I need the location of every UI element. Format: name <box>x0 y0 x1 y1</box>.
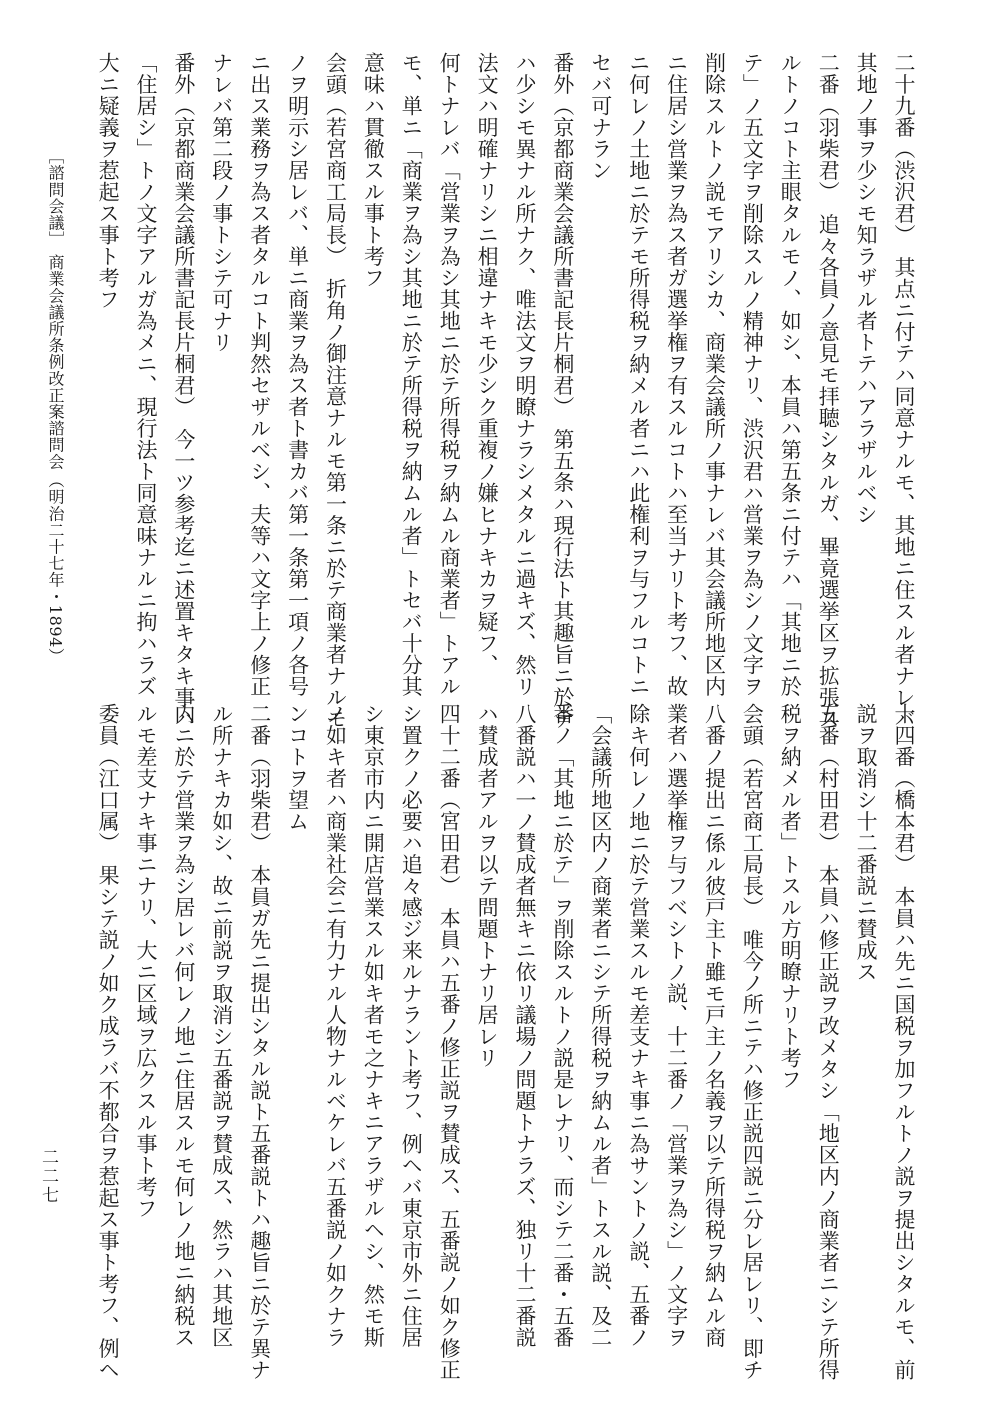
bottom-column: 内ニ於テ営業ヲ為シ居レバ何レノ地ニ住居スルモ何レノ地ニ納税ス <box>171 703 196 1348</box>
bottom-column: ンコトヲ望ム <box>285 703 310 832</box>
bottom-column: シ置クノ必要ハ追々感ジ来ルナラント考フ、例ヘバ東京市外ニ住居 <box>399 703 424 1348</box>
bottom-column: 会頭（若宮商工局長） 唯今ノ所ニテハ修正説四説ニ分レ居レリ、即チ <box>740 703 765 1381</box>
bottom-column: ハ賛成者アルヲ以テ問題トナリ居レリ <box>475 703 500 1069</box>
top-column: 大ニ疑義ヲ惹起ス事ト考フ <box>96 52 121 310</box>
footer-section-label: ［諮問会議］ <box>46 148 65 248</box>
top-column: ハ少シモ異ナル所ナク、唯法文ヲ明瞭ナラシメタルニ過キズ、然リ <box>513 52 537 697</box>
top-column: 法文ハ明確ナリシニ相違ナキモ少シク重複ノ嫌ヒナキカヲ疑フ、 <box>475 52 500 676</box>
top-column: 番外（京都商業会議所書記長片桐君） 第五条ハ現行法ト其趣旨ニ於テ <box>550 52 575 730</box>
top-column: テ」ノ五文字ヲ削除スルノ精神ナリ、渋沢君ハ営業ヲ為シノ文字ヲ <box>740 52 765 697</box>
page-number: 二二七 <box>38 1148 58 1205</box>
bottom-column: 五番（村田君） 本員ハ修正説ヲ改メタシ「地区内ノ商業者ニシテ所得 <box>816 703 841 1381</box>
bottom-column: 税ヲ納メル者」トスル方明瞭ナリト考フ <box>778 703 803 1090</box>
bottom-column: 除キ何レノ地ニ於テ営業スルモ差支ナキ事ニ為サントノ説、五番ノ <box>626 703 651 1348</box>
bottom-column: ルモ差支ナキ事ニナリ、大ニ区域ヲ広クスル事ト考フ <box>134 703 158 1219</box>
top-column: ニ何レノ土地ニ於テモ所得税ヲ納メル者ニハ此権利ヲ与フルコトニ <box>626 52 651 697</box>
top-column: 其地ノ事ヲ少シモ知ラザル者トテハアラザルベシ <box>854 52 879 525</box>
bottom-column: 八番ノ提出ニ係ル彼戸主ト雖モ戸主ノ名義ヲ以テ所得税ヲ納ムル商 <box>702 703 727 1348</box>
top-column: 二十九番（渋沢君） 其点ニ付テハ同意ナルモ、其地ニ住スル者ナレバ <box>892 52 916 730</box>
bottom-column: 二番（羽柴君） 本員ガ先ニ提出シタル説ト五番説トハ趣旨ニ於テ異ナ <box>247 703 272 1381</box>
top-column: ノヲ明示シ居レバ、単ニ商業ヲ為ス者ト書カバ第一条第一項ノ各号 <box>285 52 310 697</box>
top-column: ナレバ第二段ノ事トシテ可ナリ <box>209 52 234 353</box>
bottom-column: ル所ナキカ如シ、故ニ前説ヲ取消シ五番説ヲ賛成ス、然ラハ其地区 <box>209 703 234 1348</box>
bottom-column: ノ如キ者ハ商業社会ニ有力ナル人物ナルベケレバ五番説ノ如クナラ <box>323 703 348 1348</box>
bottom-column: 番ノ「其地ニ於テ」ヲ削除スルトノ説是レナリ、而シテ二番・五番 <box>550 703 575 1348</box>
bottom-column: 「会議所地区内ノ商業者ニシテ所得税ヲ納ムル者」トスル説、及二 <box>588 703 613 1348</box>
top-column: 何トナレバ「営業ヲ為シ其地ニ於テ所得税ヲ納ムル商業者」トアル <box>437 52 462 697</box>
top-column: 「住居シ」トノ文字アルガ為メニ、現行法ト同意味ナルニ拘ハラズ <box>134 52 158 697</box>
footer-document-title: 商業会議所条例改正案諮問会 <box>46 254 65 470</box>
top-column: 会頭（若宮商工局長） 折角ノ御注意ナルモ第一条ニ於テ商業者ナルモ <box>323 52 348 730</box>
top-column: セバ可ナラン <box>588 52 613 181</box>
top-column: 削除スルトノ説モアリシカ、商業会議所ノ事ナレバ其会議所地区内 <box>702 52 727 697</box>
top-column: ニ出ス業務ヲ為ス者タルコト判然セザルベシ、夫等ハ文字上ノ修正 <box>247 52 272 697</box>
top-column: ニ住居シ営業ヲ為ス者ガ選挙権ヲ有スルコトハ至当ナリト考フ、故 <box>664 52 689 697</box>
top-column: 二番（羽柴君） 追々各員ノ意見モ拝聴シタルガ、畢竟選挙区ヲ拡張ス <box>816 52 841 730</box>
bottom-column: 八番説ハ一ノ賛成者無キニ依リ議場ノ問題トナラズ、独リ十二番説 <box>513 703 537 1348</box>
bottom-column: 四十二番（宮田君） 本員ハ五番ノ修正説ヲ賛成ス、五番説ノ如ク修正 <box>437 703 462 1381</box>
bottom-column: 業者ハ選挙権ヲ与フベシトノ説、十二番ノ「営業ヲ為シ」ノ文字ヲ <box>664 703 689 1348</box>
bottom-column: 十四番（橋本君） 本員ハ先ニ国税ヲ加フルトノ説ヲ提出シタルモ、前 <box>892 703 916 1381</box>
bottom-column: 説ヲ取消シ十二番説ニ賛成ス <box>854 703 879 983</box>
top-column: 番外（京都商業会議所書記長片桐君） 今一ツ参考迄ニ述置キタキ事ハ <box>171 52 196 730</box>
top-column: ルトノコト主眼タルモノ、如シ、本員ハ第五条ニ付テハ「其地ニ於 <box>778 52 803 697</box>
bottom-column: 委員（江口属） 果シテ説ノ如ク成ラバ不都合ヲ惹起ス事ト考フ、例ヘ <box>96 703 121 1381</box>
bottom-column: シ東京市内ニ開店営業スル如キ者モ之ナキニアラザルヘシ、然モ斯 <box>361 703 386 1348</box>
footer-era: （明治二十七年・1894） <box>46 472 65 665</box>
top-column: 意味ハ貫徹スル事ト考フ <box>361 52 386 289</box>
top-column: モ、単ニ「商業ヲ為シ其地ニ於テ所得税ヲ納ムル者」トセバ十分其 <box>399 52 424 697</box>
